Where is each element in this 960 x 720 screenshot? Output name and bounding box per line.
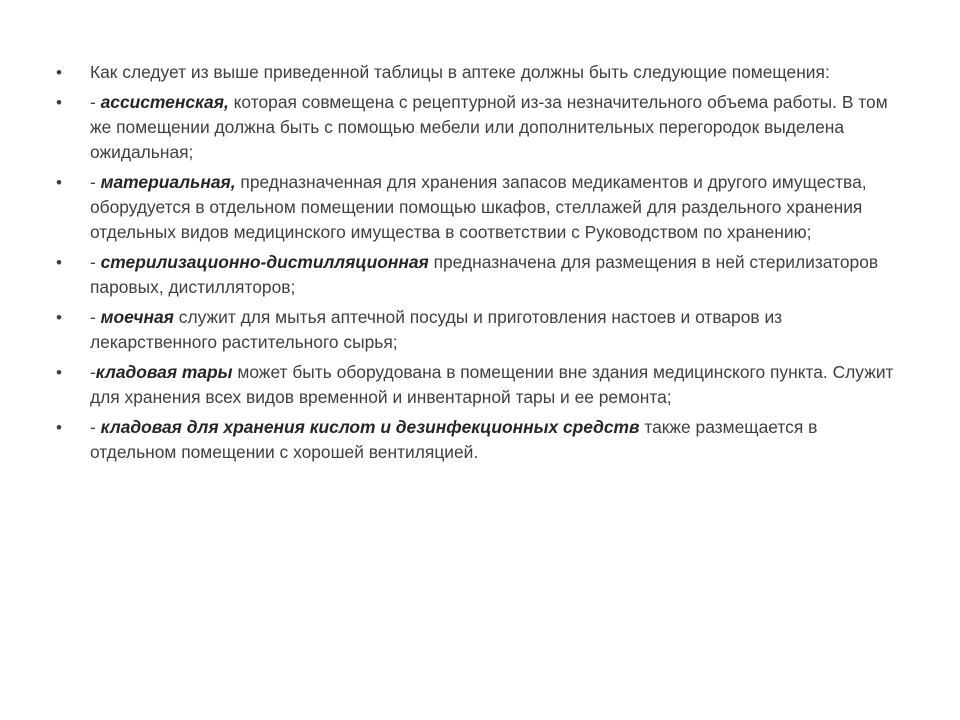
list-item bbox=[56, 60, 896, 85]
list-item bbox=[56, 250, 896, 300]
list-item bbox=[56, 305, 896, 355]
item-text: может быть оборудована в помещении вне здания медицинского пункта. Служит для хранения всех видов временной и инвентарной тары и ее ремонта; bbox=[90, 362, 894, 407]
bullet-icon: • bbox=[56, 93, 62, 112]
item-term: кладовая тары bbox=[95, 362, 233, 382]
item-text: предназначена для размещения в ней стерилизаторов паровых, дистилляторов; bbox=[90, 252, 879, 297]
item-prefix: - bbox=[90, 417, 101, 437]
list-item bbox=[56, 360, 896, 410]
item-term: ассистенская, bbox=[100, 92, 229, 112]
bullet-icon: • bbox=[56, 308, 62, 327]
bullet-icon: • bbox=[56, 63, 62, 82]
item-term: моечная bbox=[100, 307, 174, 327]
item-term: материальная, bbox=[100, 172, 236, 192]
bullet-icon: • bbox=[56, 363, 62, 382]
item-prefix: - bbox=[90, 172, 101, 192]
item-prefix: - bbox=[90, 362, 96, 382]
item-term: кладовая для хранения кислот и дезинфекционных средств bbox=[100, 417, 640, 437]
bullet-icon: • bbox=[56, 253, 62, 272]
item-text: предназначенная для хранения запасов медикаментов и другого имущества, оборудуется в отдельном помещении помощью шкафов, стеллажей для раздельного хранения отдельных видов медицинского имущества в соответствии с Руководством по хранению; bbox=[90, 172, 867, 242]
bullet-list bbox=[56, 60, 896, 470]
list-item bbox=[56, 170, 896, 245]
item-text: также размещается в отдельном помещении с хорошей вентиляцией. bbox=[90, 417, 818, 462]
list-item bbox=[56, 415, 896, 465]
item-prefix: - bbox=[90, 307, 101, 327]
item-term: стерилизационно-дистилляционная bbox=[100, 252, 429, 272]
item-prefix: - bbox=[90, 92, 101, 112]
bullet-icon: • bbox=[56, 418, 62, 437]
bullet-icon: • bbox=[56, 173, 62, 192]
item-text: которая совмещена с рецептурной из-за незначительного объема работы. В том же помещении должна быть с помощью мебели или дополнительных перегородок выделена ожидальная; bbox=[90, 92, 888, 162]
item-text: служит для мытья аптечной посуды и приготовления настоев и отваров из лекарственного растительного сырья; bbox=[90, 307, 783, 352]
list-item bbox=[56, 90, 896, 165]
item-prefix: Как следует из выше приведенной таблицы в аптеке должны быть следующие помещения: bbox=[90, 62, 830, 82]
item-prefix: - bbox=[90, 252, 101, 272]
